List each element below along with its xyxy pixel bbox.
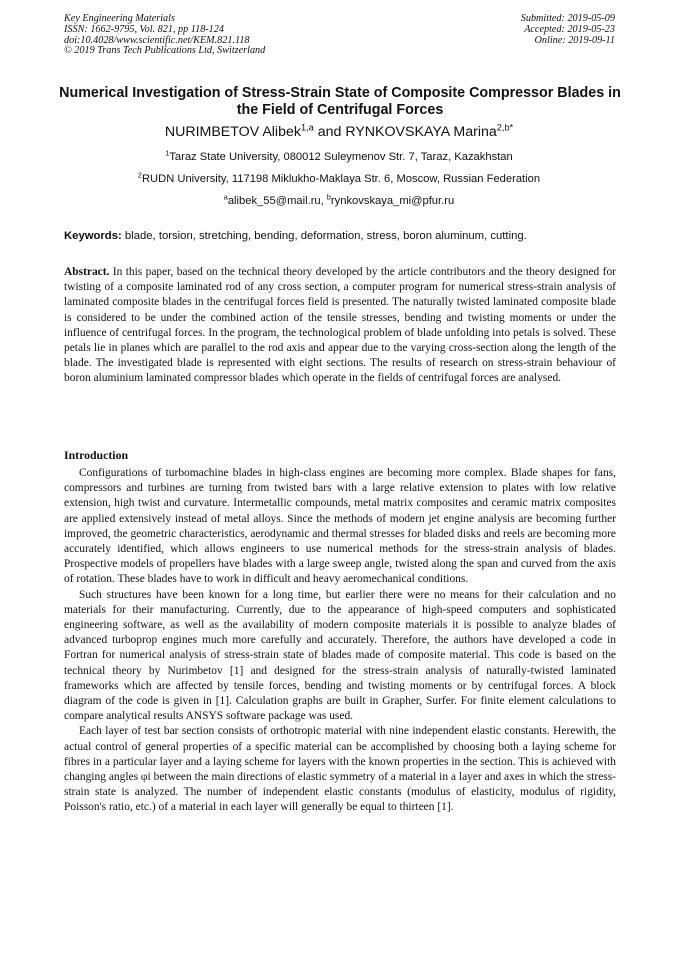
- author-1-sup: 1,a: [300, 122, 314, 133]
- affiliation-1: [0, 148, 678, 163]
- abstract: [64, 265, 616, 387]
- author-2-sup: 2,b*: [496, 122, 514, 133]
- affiliation-2-text: RUDN University, 117198 Miklukho-Maklaya Str. 6, Moscow, Russian Federation: [141, 173, 541, 185]
- affiliation-1-sup: 1: [165, 148, 170, 158]
- affiliation-2-sup: 2: [137, 170, 142, 180]
- publication-dates: [521, 14, 615, 46]
- issn-line: ISSN: 1662-9795, Vol. 821, pp 118-124: [64, 23, 224, 35]
- email-a-sup: a: [223, 192, 228, 202]
- keywords-text: blade, torsion, stretching, bending, deformation, stress, boron aluminum, cutting.: [121, 230, 527, 242]
- intro-paragraph-3: Each layer of test bar section consists of orthotropic material with nine independent elastic constants. Herewith, the actual control of general properties of a specific material can be accomplished by choosing both a laying scheme for fibres in a particular layer and a laying scheme for layers with the known properties in the section. This is achieved with changing angles φi between the main directions of elastic symmetry of a material in a layer and axes in which the stress-strain state is analyzed. The number of independent elastic constants (modulus of elasticity, modulus of rigidity, Poisson's ratio, etc.) of a material in each layer will generally be equal to thirteen [1].: [64, 725, 616, 814]
- intro-paragraph-2: Such structures have been known for a long time, but earlier there were no means for their calculation and no materials for their manufacturing. Currently, due to the appearance of high-speed computers and sophisticated engineering software, as well as the availability of modern composite materials it is possible to analyze blades of advanced turboprop engines much more carefully and accurately. Therefore, the authors have developed a code in Fortran for numerical analysis of stress-strain state of blades made of composite material. This code is based on the technical theory by Nurimbetov [1] and designed for the stress-strain analysis of naturally-twisted laminated frameworks which are affected by tensile forces, bending and twisting moments or by centrifugal forces. A block diagram of the code is given in [1]. Calculation graphs are built in Grapher, Surfer. For finite element calculations to compare analytical results ANSYS software package was used.: [64, 588, 616, 723]
- author-2: RYNKOVSKAYA Marina: [345, 124, 497, 140]
- doi-line: doi:10.4028/www.scientific.net/KEM.821.118: [64, 34, 250, 46]
- abstract-text: In this paper, based on the technical theory developed by the article contributors and the theory designed for twisting of a composite laminated rod of any cross section, a computer program for numerical stress-strain analysis of laminated composite blades in the centrifugal forces field is presented. The naturally twisted laminated composite blade is considered to be under the combined action of the tensile stresses, bending and twisting moments or under the influence of centrifugal forces. In the program, the technological problem of blade unfolding into petals is solved. These petals lie in planes which are parallel to the rod axis and appear due to the varying cross-section along the length of the blade. The investigated blade is represented with eight sections. The results of research on stress-strain behaviour of boron aluminium laminated compressor blades which operate in the fields of centrifugal forces are analysed.: [64, 266, 616, 385]
- author-line: [0, 124, 678, 140]
- section-heading-introduction: Introduction: [64, 448, 129, 462]
- author-and: and: [313, 124, 346, 140]
- email-a-link[interactable]: alibek_55@mail.ru,: [227, 195, 327, 207]
- online-date: Online: 2019-09-11: [534, 34, 615, 46]
- introduction-body: [64, 466, 616, 816]
- email-b-sup: b: [326, 192, 331, 202]
- journal-info: [64, 14, 265, 57]
- affiliation-1-text: Taraz State University, 080012 Suleymenov Str. 7, Taraz, Kazakhstan: [169, 151, 513, 163]
- email-line: [0, 192, 678, 207]
- intro-paragraph-1: Configurations of turbomachine blades in high-class engines are becoming more complex. Blade shapes for fans, compressors and turbines are turning from twisted bars with a large relative extension to plates with low relative extension, high twist and curvature. Intermetallic compounds, metal matrix composites and ceramic matrix composites are applied extensively instead of metal alloys. Since the methods of modern jet engine analysis are becoming further improved, the geometric characteristics, aerodynamic and thermal stresses for bladed disks and reels are becoming more accurately identified, which allows engineers to use numerical methods for the stress-strain analysis of blades. Prospective models of propellers have blades with a large sweep angle, twisted along the span and curved from the axis of rotation. These blades have to work in difficult and heavy aeromechanical conditions.: [64, 467, 616, 586]
- keywords: [64, 230, 616, 242]
- paper-title: Numerical Investigation of Stress-Strain State of Composite Compressor Blades in the Field of Centrifugal Forces: [59, 85, 621, 118]
- keywords-label: Keywords:: [64, 230, 122, 242]
- abstract-label: Abstract.: [64, 266, 110, 278]
- email-b-link[interactable]: rynkovskaya_mi@pfur.ru: [330, 195, 455, 207]
- submitted-date: Submitted: 2019-05-09: [520, 13, 615, 24]
- copyright-line: © 2019 Trans Tech Publications Ltd, Switzerland: [64, 45, 266, 57]
- affiliation-2: [0, 170, 678, 185]
- author-1: NURIMBETOV Alibek: [164, 124, 301, 140]
- accepted-date: Accepted: 2019-05-23: [524, 23, 615, 35]
- journal-name: Key Engineering Materials: [64, 13, 175, 24]
